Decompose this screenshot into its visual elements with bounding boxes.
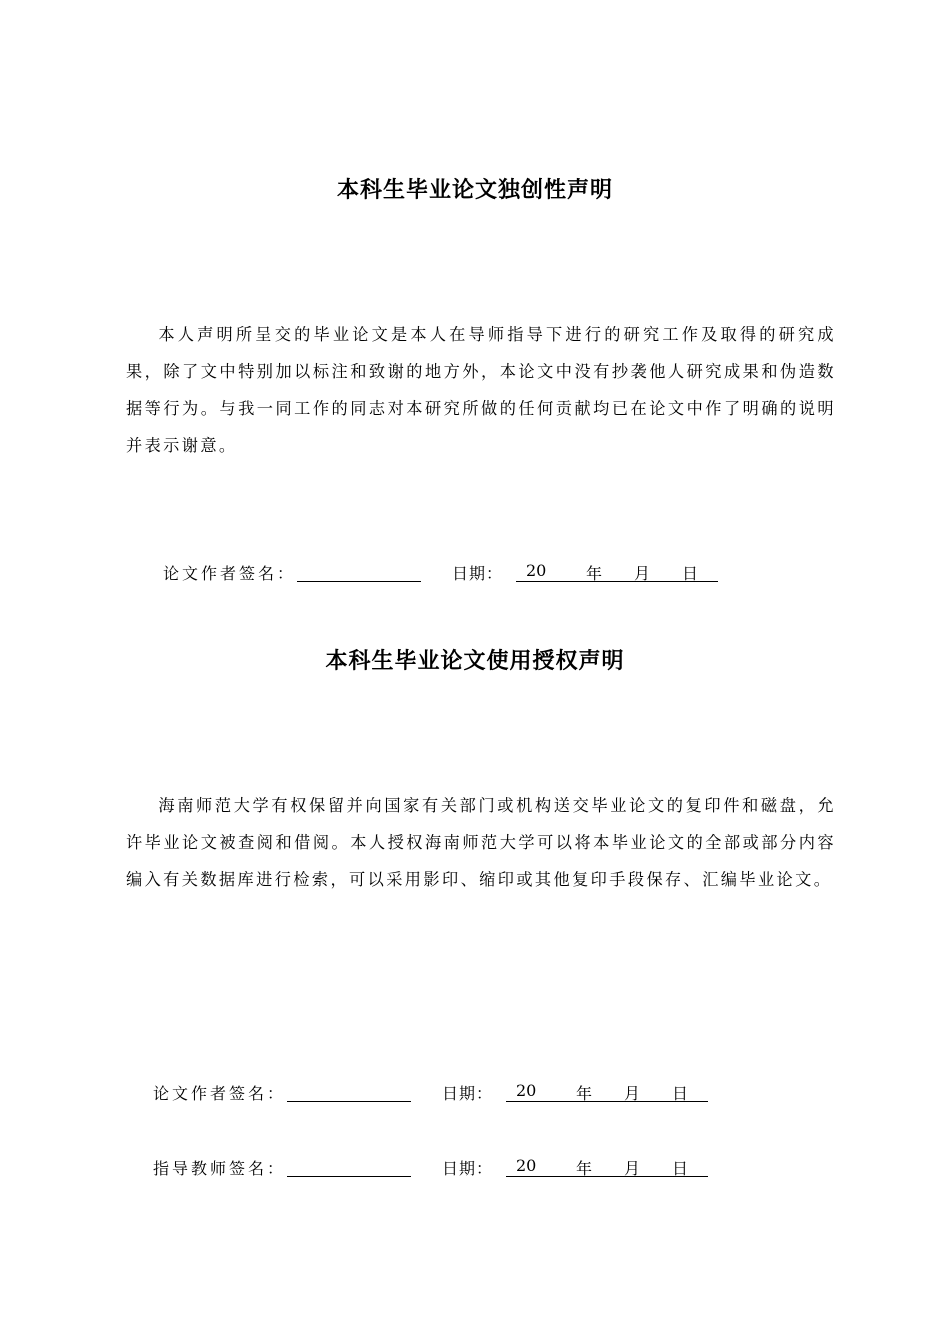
date-day-unit: 日: [682, 564, 699, 583]
date-label: 日期：: [442, 1159, 494, 1178]
originality-signature-row: [163, 561, 723, 585]
date-year-prefix: 20: [516, 1156, 537, 1175]
date-label: 日期：: [452, 564, 504, 583]
date-year-unit: 年: [576, 1084, 593, 1103]
date-year-unit: 年: [576, 1159, 593, 1178]
date-month-unit: 月: [624, 1159, 641, 1178]
date-label: 日期：: [442, 1084, 494, 1103]
date-field[interactable]: [506, 1156, 708, 1177]
date-year-prefix: 20: [526, 561, 547, 580]
date-field[interactable]: [516, 561, 718, 582]
date-year-prefix: 20: [516, 1081, 537, 1100]
originality-declaration-paragraph: 本人声明所呈交的毕业论文是本人在导师指导下进行的研究工作及取得的研究成果，除了文中特别加以标注和致谢的地方外，本论文中没有抄袭他人研究成果和伪造数据等行为。与我一同工作的同志对本研究所做的任何贡献均已在论文中作了明确的说明并表示谢意。: [126, 325, 836, 455]
date-field[interactable]: [506, 1081, 708, 1102]
author-signature-label: 论文作者签名：: [153, 1084, 287, 1103]
date-month-unit: 月: [634, 564, 651, 583]
authorization-declaration-title: 本科生毕业论文使用授权声明: [325, 649, 625, 674]
date-year-unit: 年: [586, 564, 603, 583]
advisor-signature-field[interactable]: [287, 1156, 411, 1177]
advisor-signature-label: 指导教师签名：: [153, 1159, 287, 1178]
author-signature-field[interactable]: [297, 561, 421, 582]
authorization-advisor-signature-row: [153, 1156, 713, 1180]
date-day-unit: 日: [672, 1084, 689, 1103]
date-month-unit: 月: [624, 1084, 641, 1103]
author-signature-field[interactable]: [287, 1081, 411, 1102]
authorization-declaration-paragraph: 海南师范大学有权保留并向国家有关部门或机构送交毕业论文的复印件和磁盘，允许毕业论文被查阅和借阅。本人授权海南师范大学可以将本毕业论文的全部或部分内容编入有关数据库进行检索，可以采用影印、缩印或其他复印手段保存、汇编毕业论文。: [126, 796, 836, 889]
authorization-author-signature-row: [153, 1081, 713, 1105]
date-day-unit: 日: [672, 1159, 689, 1178]
author-signature-label: 论文作者签名：: [163, 564, 297, 583]
originality-declaration-title: 本科生毕业论文独创性声明: [336, 178, 613, 203]
